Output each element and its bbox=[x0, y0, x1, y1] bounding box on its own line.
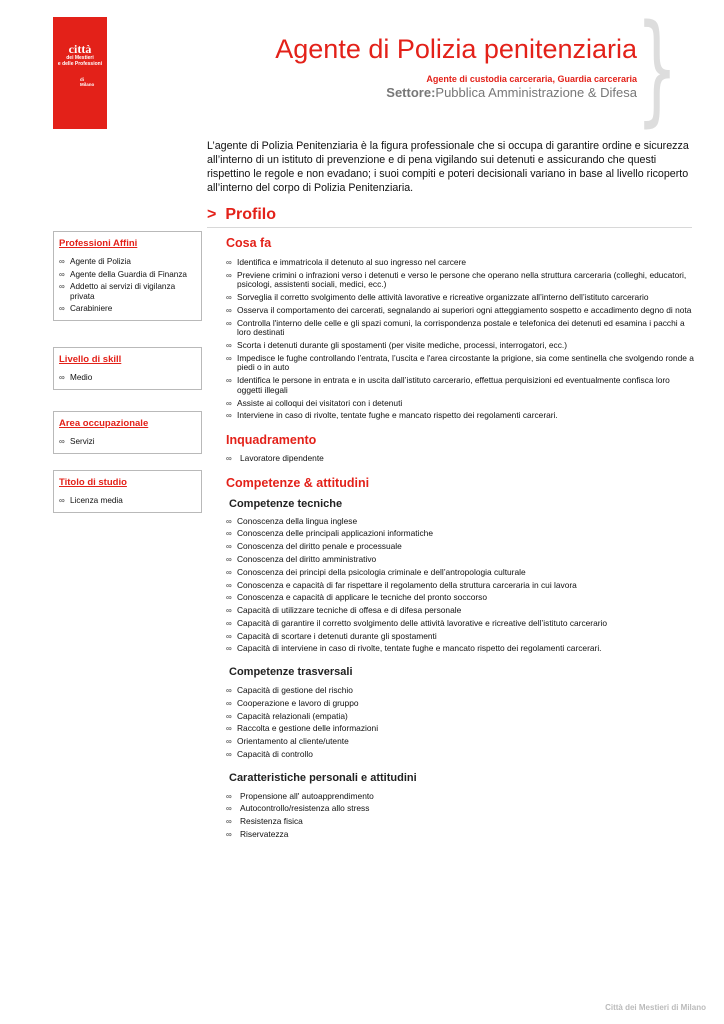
list-item bbox=[226, 619, 694, 629]
caratteristiche-personali-heading: Caratteristiche personali e attitudini bbox=[229, 771, 417, 784]
bullet-icon: ∞ bbox=[226, 580, 232, 590]
list-item bbox=[226, 542, 694, 552]
list-item bbox=[226, 817, 694, 827]
list-item-text: Capacità di utilizzare tecniche di offesa e di difesa personale bbox=[237, 605, 462, 616]
logo-text-milano: Milano bbox=[80, 82, 95, 87]
competenze-tecniche-list bbox=[226, 517, 694, 654]
bullet-icon: ∞ bbox=[226, 618, 232, 628]
list-item bbox=[226, 737, 694, 747]
caratteristiche-personali-list bbox=[226, 792, 694, 840]
list-item-text: Agente della Guardia di Finanza bbox=[70, 269, 187, 279]
list-item bbox=[226, 271, 694, 290]
bullet-icon: ∞ bbox=[226, 737, 232, 747]
bullet-icon: ∞ bbox=[226, 293, 232, 303]
list-item bbox=[226, 581, 694, 591]
list-item bbox=[226, 686, 694, 696]
bullet-icon: ∞ bbox=[226, 711, 232, 721]
list-item bbox=[226, 699, 694, 709]
logo-text-mestieri: dei Mestieri bbox=[66, 55, 94, 61]
intro-paragraph: L’agente di Polizia Penitenziaria è la figura professionale che si occupa di garantire ordine e sicurezza all’interno di un istituto di prevenzione e di pena vigilando sui detenuti e assicurando che questi rispettino le regole e non evadano; i suoi compiti e poteri decisionali variano in base al livello ricoperto all’interno del corpo di Polizia Penitenziaria. bbox=[207, 140, 689, 194]
list-item-text: Resistenza fisica bbox=[240, 816, 303, 827]
list-item bbox=[226, 606, 694, 616]
list-item bbox=[226, 306, 694, 316]
list-item-text: Autocontrollo/resistenza allo stress bbox=[240, 803, 370, 814]
list-item-text: Conoscenza del diritto amministrativo bbox=[237, 553, 377, 564]
bullet-icon: ∞ bbox=[226, 554, 232, 564]
competenze-tecniche-heading: Competenze tecniche bbox=[229, 497, 343, 510]
list-item bbox=[226, 750, 694, 760]
list-item-text: Capacità di controllo bbox=[237, 748, 313, 759]
list-item-text: Scorta i detenuti durante gli spostamenti (per visite mediche, processi, interrogatori, ecc.) bbox=[237, 340, 568, 351]
sidebar-box-list bbox=[54, 373, 201, 383]
competenze-heading: Competenze & attitudini bbox=[226, 475, 370, 490]
list-item bbox=[59, 270, 201, 280]
competenze-trasversali-heading: Competenze trasversali bbox=[229, 666, 353, 678]
bullet-icon: ∞ bbox=[59, 282, 65, 291]
list-item-text: Addetto ai servizi di vigilanza privata bbox=[70, 282, 176, 301]
sidebar-box bbox=[53, 231, 202, 321]
list-item bbox=[59, 257, 201, 267]
sidebar-box-title[interactable]: Livello di skill bbox=[59, 354, 122, 365]
sidebar-box-title[interactable]: Area occupazionale bbox=[59, 418, 149, 429]
sector-label: Settore: bbox=[386, 85, 436, 100]
footer: Città dei Mestieri di Milano bbox=[605, 1003, 706, 1012]
list-item-text: Lavoratore dipendente bbox=[240, 453, 324, 463]
list-item-text: Medio bbox=[70, 373, 93, 382]
inquadramento-heading: Inquadramento bbox=[226, 433, 317, 447]
list-item-text: Capacità relazionali (empatia) bbox=[237, 710, 348, 721]
sidebar-box-title[interactable]: Professioni Affini bbox=[59, 238, 138, 249]
cosa-fa-list bbox=[226, 258, 694, 421]
logo bbox=[53, 17, 107, 129]
list-item-text: Capacità di garantire il corretto svolgimento delle attività lavorative e ricreative dell’istituto carcerario bbox=[237, 617, 608, 628]
bullet-icon: ∞ bbox=[226, 749, 232, 759]
list-item-text: Impedisce le fughe controllando l’entrata, l’uscita e l'area circostante la prigione, sia come sentinella che svolgendo ronde a piedi o in auto bbox=[237, 352, 694, 373]
list-item bbox=[226, 568, 694, 578]
bullet-icon: ∞ bbox=[59, 269, 65, 279]
bullet-icon: ∞ bbox=[226, 376, 232, 386]
logo-text-professioni: e delle Professioni bbox=[57, 60, 103, 67]
list-item bbox=[226, 376, 694, 395]
bullet-icon: ∞ bbox=[59, 257, 65, 266]
logo-line-citta: città bbox=[68, 42, 92, 56]
list-item-text: Capacità di interviene in caso di rivolte, tentate fughe e mancato rispetto dei regolamenti carcerari. bbox=[237, 643, 602, 654]
list-item-text: Orientamento al cliente/utente bbox=[237, 736, 349, 747]
list-item-text: Agente di Polizia bbox=[70, 257, 131, 266]
list-item-text: Conoscenza delle principali applicazioni informatiche bbox=[237, 528, 433, 539]
list-item bbox=[226, 555, 694, 565]
profilo-title: Profilo bbox=[225, 206, 277, 223]
list-item bbox=[226, 712, 694, 722]
list-item bbox=[226, 354, 694, 373]
logo-line-milano bbox=[53, 77, 107, 87]
list-item-text: Interviene in caso di rivolte, tentate fughe e mancato rispetto dei regolamenti carcerari. bbox=[237, 410, 558, 421]
list-item-text: Osserva il comportamento dei carcerati, segnalando ai superiori ogni atteggiamento sospetto e accadimento degno di nota bbox=[237, 304, 692, 315]
list-item-text: Identifica e immatricola il detenuto al suo ingresso nel carcere bbox=[237, 257, 467, 267]
logo-text-di: di bbox=[80, 77, 84, 82]
bullet-icon: ∞ bbox=[226, 817, 232, 827]
list-item bbox=[226, 632, 694, 642]
list-item-text: Conoscenza del diritto penale e processuale bbox=[237, 541, 402, 552]
bullet-icon: ∞ bbox=[226, 698, 232, 708]
bullet-icon: ∞ bbox=[226, 516, 232, 526]
list-item bbox=[226, 454, 694, 464]
bullet-icon: ∞ bbox=[226, 791, 232, 801]
list-item bbox=[59, 373, 201, 383]
list-item bbox=[59, 282, 201, 301]
list-item-text: Cooperazione e lavoro di gruppo bbox=[237, 697, 359, 708]
bullet-icon: ∞ bbox=[226, 593, 232, 603]
profilo-arrow: > bbox=[207, 206, 217, 223]
bullet-icon: ∞ bbox=[226, 631, 232, 641]
bullet-icon: ∞ bbox=[226, 454, 232, 463]
bullet-icon: ∞ bbox=[59, 437, 65, 446]
list-item-text: Conoscenza e capacità di applicare le tecniche del pronto soccorso bbox=[237, 592, 488, 603]
list-item bbox=[59, 437, 201, 447]
profilo-heading bbox=[207, 206, 692, 228]
page-title: Agente di Polizia penitenziaria bbox=[275, 34, 637, 64]
bullet-icon: ∞ bbox=[226, 606, 232, 616]
bullet-icon: ∞ bbox=[226, 529, 232, 539]
list-item bbox=[226, 792, 694, 802]
list-item-text: Conoscenza della lingua inglese bbox=[237, 515, 358, 526]
bullet-icon: ∞ bbox=[59, 496, 65, 505]
list-item-text: Conoscenza dei principi della psicologia criminale e dell’antropologia culturale bbox=[237, 566, 526, 577]
list-item bbox=[59, 304, 201, 314]
list-item bbox=[226, 529, 694, 539]
page-subtitle: Agente di custodia carceraria, Guardia carceraria bbox=[426, 74, 637, 84]
list-item-text: Capacità di scortare i detenuti durante gli spostamenti bbox=[237, 630, 437, 641]
list-item bbox=[226, 517, 694, 527]
sidebar-box-title[interactable]: Titolo di studio bbox=[59, 477, 127, 488]
bullet-icon: ∞ bbox=[226, 542, 232, 552]
list-item bbox=[226, 319, 694, 338]
bullet-icon: ∞ bbox=[226, 305, 232, 315]
list-item bbox=[59, 496, 201, 506]
bullet-icon: ∞ bbox=[226, 318, 232, 328]
list-item-text: Previene crimini o infrazioni verso i detenuti e verso le persone che operano nella struttura carceraria (colleghi, educatori, psicologi, assistenti sociali, medici, ecc.) bbox=[237, 269, 687, 290]
main-content bbox=[226, 236, 694, 843]
list-item bbox=[226, 830, 694, 840]
cosa-fa-heading: Cosa fa bbox=[226, 236, 272, 250]
list-item-text: Raccolta e gestione delle informazioni bbox=[237, 723, 379, 734]
list-item-text: Conoscenza e capacità di far rispettare il regolamento della struttura carceraria in cui lavora bbox=[237, 579, 577, 590]
sidebar-box bbox=[53, 411, 202, 454]
bullet-icon: ∞ bbox=[226, 567, 232, 577]
sector-value: Pubblica Amministrazione & Difesa bbox=[435, 85, 637, 100]
bullet-icon: ∞ bbox=[226, 829, 232, 839]
bullet-icon: ∞ bbox=[226, 644, 232, 654]
bullet-icon: ∞ bbox=[226, 686, 232, 695]
list-item bbox=[226, 399, 694, 409]
list-item bbox=[226, 644, 694, 654]
list-item bbox=[226, 293, 694, 303]
list-item bbox=[226, 593, 694, 603]
logo-line-mestieri bbox=[53, 56, 107, 67]
list-item bbox=[226, 258, 694, 268]
bullet-icon: ∞ bbox=[226, 398, 232, 408]
list-item-text: Servizi bbox=[70, 437, 95, 446]
list-item-text: Controlla l'interno delle celle e gli spazi comuni, la corrispondenza postale e telefonica dei detenuti ed esamina i pacchi a loro destinati bbox=[237, 317, 685, 338]
list-item-text: Assiste ai colloqui dei visitatori con i detenuti bbox=[237, 397, 403, 408]
sidebar-box-list bbox=[54, 437, 201, 447]
list-item-text: Propensione all' autoapprendimento bbox=[240, 790, 374, 801]
bullet-icon: ∞ bbox=[226, 270, 232, 280]
bullet-icon: ∞ bbox=[226, 804, 232, 814]
list-item bbox=[226, 341, 694, 351]
sidebar-box-list bbox=[54, 257, 201, 314]
inquadramento-list bbox=[226, 454, 694, 464]
list-item bbox=[226, 804, 694, 814]
competenze-trasversali-list bbox=[226, 686, 694, 760]
sidebar-box bbox=[53, 470, 202, 513]
bullet-icon: ∞ bbox=[226, 353, 232, 363]
sidebar-box bbox=[53, 347, 202, 390]
list-item-text: Capacità di gestione del rischio bbox=[237, 685, 353, 695]
list-item bbox=[226, 724, 694, 734]
bullet-icon: ∞ bbox=[226, 411, 232, 421]
decorative-brace: } bbox=[636, 0, 678, 139]
bullet-icon: ∞ bbox=[226, 341, 232, 351]
list-item-text: Licenza media bbox=[70, 496, 123, 505]
sector-line bbox=[386, 85, 637, 100]
list-item-text: Sorveglia il corretto svolgimento delle attività lavorative e ricreative organizzate all’interno dell’istituto carcerario bbox=[237, 292, 649, 303]
list-item-text: Carabiniere bbox=[70, 304, 113, 313]
bullet-icon: ∞ bbox=[226, 724, 232, 734]
bullet-icon: ∞ bbox=[59, 373, 65, 382]
list-item-text: Identifica le persone in entrata e in uscita dall’istituto carcerario, effettua perquisizioni ed eventualmente confisca loro oggetti illegali bbox=[237, 375, 670, 395]
sidebar-box-list bbox=[54, 496, 201, 506]
list-item-text: Riservatezza bbox=[240, 828, 289, 839]
bullet-icon: ∞ bbox=[226, 258, 232, 267]
list-item bbox=[226, 411, 694, 421]
bullet-icon: ∞ bbox=[59, 304, 65, 313]
